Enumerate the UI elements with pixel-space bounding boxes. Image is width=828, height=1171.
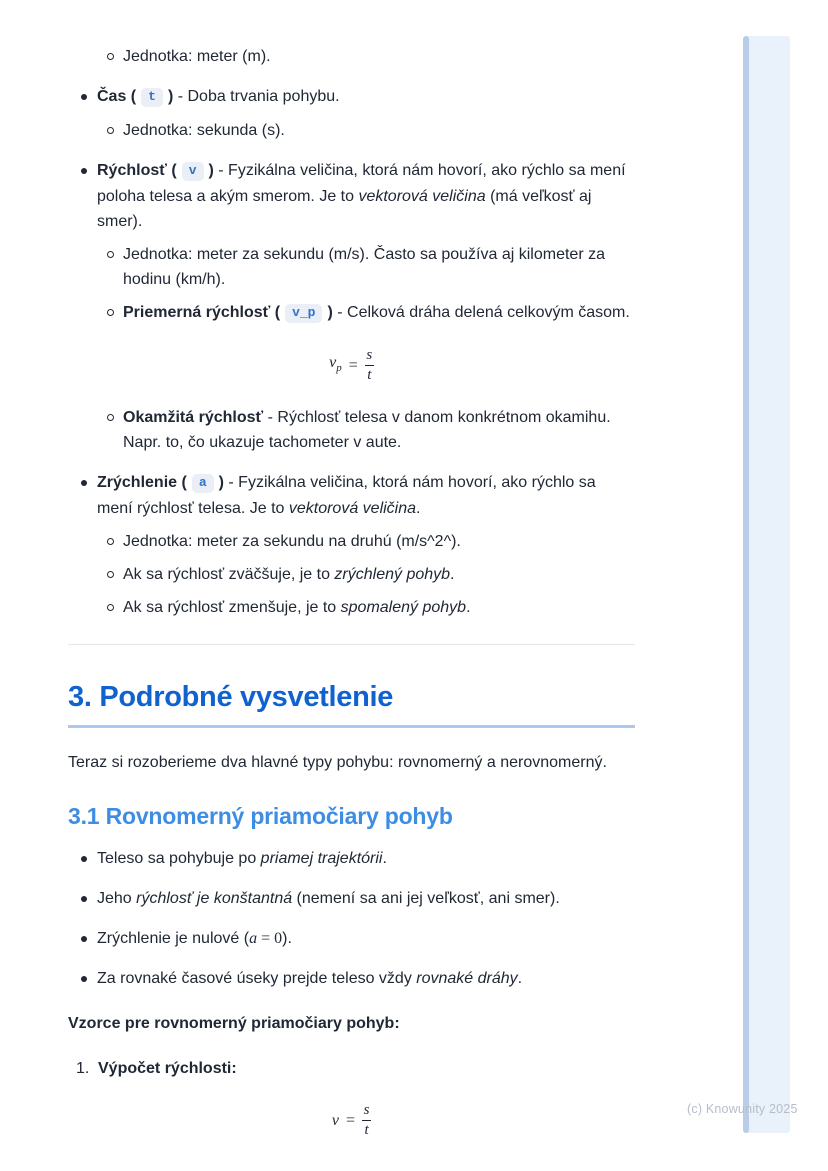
text-segment-bold: Výpočet rýchlosti: <box>98 1060 237 1077</box>
list-item <box>80 470 635 521</box>
text-segment: . <box>416 500 421 517</box>
text-segment: . <box>517 970 523 987</box>
sub-list-item <box>106 242 635 292</box>
sub-list-item <box>106 118 635 143</box>
subsection-heading: 3.1 Rovnomerný priamočiary pohyb <box>68 803 453 829</box>
bullet-icon <box>80 926 97 951</box>
text-segment: Jednotka: meter (m). <box>123 48 271 65</box>
sub-list-item <box>106 405 635 455</box>
text-segment: Jednotka: meter za sekundu na druhú (m/s^2^). <box>123 533 461 550</box>
numerator: s <box>366 347 373 363</box>
bullet-icon <box>80 470 97 521</box>
text-segment-bold: Priemerná rýchlosť ( <box>123 304 281 321</box>
list-item <box>80 886 635 911</box>
text-segment-italic: rýchlosť je konštantná <box>136 890 293 907</box>
section-heading: 3. Podrobné vysvetlenie <box>68 681 394 713</box>
text-segment: Teleso sa pohybuje po <box>97 850 261 867</box>
list-item <box>80 926 635 951</box>
text-segment-bold: Rýchlosť ( <box>97 162 177 179</box>
sub-list-item <box>106 595 635 620</box>
list-item-text <box>123 529 635 554</box>
text-segment-bold: Okamžitá rýchlosť <box>123 409 264 426</box>
text-segment: Jednotka: meter za sekundu (m/s). Často sa používa aj kilometer za hodinu (km/h). <box>123 246 605 288</box>
text-segment-italic: spomalený pohyb <box>340 599 467 616</box>
text-segment: - Fyzikálna veličina, ktorá nám hovorí, ako rýchlo sa mení rýchlosť telesa. Je to <box>97 474 596 517</box>
circle-bullet-icon <box>106 300 123 326</box>
list-item <box>80 158 635 234</box>
formula-subscript: p <box>336 362 342 375</box>
formula-lhs <box>329 350 342 381</box>
sub-list-item <box>106 529 635 554</box>
inline-code-badge: a <box>192 474 214 493</box>
math-formula <box>68 1103 635 1138</box>
text-segment: Za rovnaké časové úseky prejde teleso vždy <box>97 970 417 987</box>
list-item <box>80 846 635 871</box>
formula-variable: v <box>331 1112 340 1129</box>
list-item-text <box>97 926 635 951</box>
list-item-text <box>123 595 635 620</box>
math-variable: a <box>249 930 258 947</box>
text-segment: Teraz si rozoberieme dva hlavné typy pohybu: rovnomerný a nerovnomerný. <box>68 754 607 771</box>
text-segment-bold: Vzorce pre rovnomerný priamočiary pohyb: <box>68 1015 400 1032</box>
text-segment: Jeho <box>97 890 137 907</box>
circle-bullet-icon <box>106 405 123 455</box>
formula-lhs <box>332 1108 339 1133</box>
text-segment: Ak sa rýchlosť zväčšuje, je to <box>123 566 335 583</box>
circle-bullet-icon <box>106 44 123 69</box>
list-item-text <box>97 966 635 991</box>
text-segment-italic: zrýchlený pohyb <box>334 566 451 583</box>
list-item-text <box>123 300 635 326</box>
text-segment-italic: vektorová veličina <box>288 500 417 517</box>
copyright-watermark: (c) Knowunity 2025 <box>687 1102 798 1116</box>
text-segment-italic: rovnaké dráhy <box>416 970 518 987</box>
text-segment-italic: vektorová veličina <box>358 188 486 205</box>
text-segment: - Fyzikálna veličina, ktorá nám hovorí, ako rýchlo sa mení poloha telesa a akým smerom. Je to <box>97 162 626 205</box>
math-formula <box>68 348 635 383</box>
text-segment-bold: ) <box>218 474 224 491</box>
text-segment: . <box>382 850 387 867</box>
list-item-text <box>123 405 635 455</box>
list-item-text <box>123 118 635 143</box>
circle-bullet-icon <box>106 529 123 554</box>
text-segment: (nemení sa ani jej veľkosť, ani smer). <box>292 890 560 907</box>
list-item-text <box>97 846 635 871</box>
paragraph <box>68 750 635 775</box>
text-segment: ). <box>282 930 292 947</box>
circle-bullet-icon <box>106 118 123 143</box>
text-segment: (má veľkosť aj smer). <box>97 188 592 230</box>
section-heading-block <box>68 679 635 728</box>
circle-bullet-icon <box>106 242 123 292</box>
numerator: s <box>363 1102 370 1118</box>
text-segment: Ak sa rýchlosť zmenšuje, je to <box>123 599 341 616</box>
denominator: t <box>364 1122 369 1138</box>
list-item-text <box>123 44 635 69</box>
sub-list-item <box>106 562 635 587</box>
bullet-icon <box>80 886 97 911</box>
inline-code-badge: t <box>141 88 163 107</box>
equals-sign: = <box>346 1112 356 1129</box>
list-number: 1. <box>76 1060 90 1077</box>
fraction-bar <box>362 1120 371 1121</box>
text-segment: Jednotka: sekunda (s). <box>123 122 285 139</box>
list-item-text <box>97 886 635 911</box>
text-segment-italic: priamej trajektórii <box>260 850 383 867</box>
text-segment: . <box>466 599 471 616</box>
inline-code-badge: v_p <box>285 304 322 323</box>
text-segment: - Doba trvania pohybu. <box>173 88 340 105</box>
bold-paragraph <box>68 1011 635 1036</box>
fraction <box>362 1103 371 1138</box>
fraction <box>365 348 374 383</box>
divider <box>68 644 635 645</box>
fraction-bar <box>365 365 374 366</box>
bullet-icon <box>80 966 97 991</box>
text-segment-bold: Čas ( <box>97 88 137 105</box>
text-segment-bold: ) <box>208 162 214 179</box>
denominator: t <box>367 367 372 383</box>
list-item-text <box>123 562 635 587</box>
text-segment: - Celková dráha delená celkovým časom. <box>332 304 630 321</box>
list-item-text <box>97 470 635 521</box>
sub-list-item <box>106 44 635 69</box>
text-segment: - Rýchlosť telesa v danom konkrétnom okamihu. Napr. to, čo ukazuje tachometer v aute. <box>123 409 611 451</box>
scrollbar-thumb[interactable] <box>743 36 749 1133</box>
bullet-icon <box>80 158 97 234</box>
circle-bullet-icon <box>106 562 123 587</box>
list-item-text <box>123 242 635 292</box>
document-content <box>68 0 635 1160</box>
list-item-text <box>97 158 635 234</box>
text-segment-bold: Zrýchlenie ( <box>97 474 187 491</box>
text-segment: . <box>450 566 455 583</box>
list-item-text <box>97 84 635 110</box>
bullet-icon <box>80 84 97 110</box>
list-item-text <box>98 1056 635 1081</box>
text-segment: Zrýchlenie je nulové ( <box>97 930 250 947</box>
math-text: = 0 <box>257 930 283 947</box>
list-item <box>80 966 635 991</box>
list-item <box>80 84 635 110</box>
circle-bullet-icon <box>106 595 123 620</box>
numbered-list-item <box>76 1056 635 1081</box>
equals-sign: = <box>348 357 358 374</box>
scrollbar-track[interactable] <box>743 36 790 1133</box>
formula-variable: v <box>329 353 337 371</box>
sub-list-item <box>106 300 635 326</box>
text-segment-bold: ) <box>167 88 174 105</box>
bullet-icon <box>80 846 97 871</box>
text-segment-bold: ) <box>327 304 333 321</box>
inline-code-badge: v <box>182 162 204 181</box>
